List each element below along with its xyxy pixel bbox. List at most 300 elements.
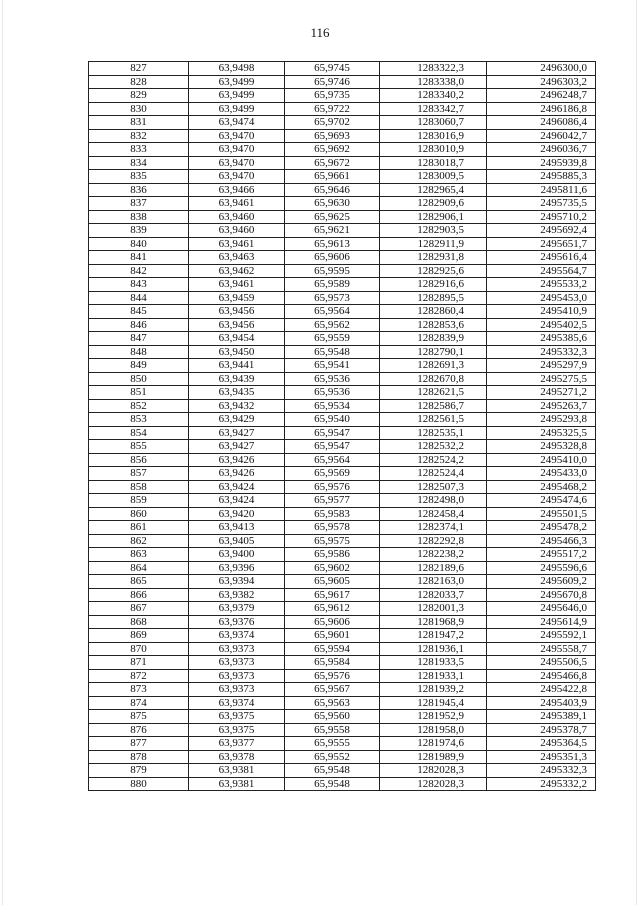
x-coordinate-cell: 1282028,3 (380, 777, 487, 791)
point-number-cell: 840 (89, 237, 189, 251)
point-number-cell: 835 (89, 170, 189, 184)
table-row (89, 102, 596, 116)
table-row (89, 197, 596, 211)
table-row (89, 453, 596, 467)
x-coordinate-cell: 1282839,9 (380, 332, 487, 346)
point-number-cell: 855 (89, 440, 189, 454)
y-coordinate-cell: 2495403,9 (487, 696, 596, 710)
longitude-cell: 65,9563 (285, 696, 380, 710)
point-number-cell: 832 (89, 129, 189, 143)
longitude-cell: 65,9746 (285, 75, 380, 89)
x-coordinate-cell: 1281933,1 (380, 669, 487, 683)
point-number-cell: 836 (89, 183, 189, 197)
latitude-cell: 63,9463 (189, 251, 285, 265)
point-number-cell: 872 (89, 669, 189, 683)
latitude-cell: 63,9381 (189, 764, 285, 778)
longitude-cell: 65,9583 (285, 507, 380, 521)
x-coordinate-cell: 1281958,0 (380, 723, 487, 737)
longitude-cell: 65,9595 (285, 264, 380, 278)
point-number-cell: 829 (89, 89, 189, 103)
longitude-cell: 65,9601 (285, 629, 380, 643)
latitude-cell: 63,9373 (189, 642, 285, 656)
latitude-cell: 63,9394 (189, 575, 285, 589)
latitude-cell: 63,9382 (189, 588, 285, 602)
point-number-cell: 849 (89, 359, 189, 373)
point-number-cell: 841 (89, 251, 189, 265)
y-coordinate-cell: 2496186,8 (487, 102, 596, 116)
x-coordinate-cell: 1283016,9 (380, 129, 487, 143)
latitude-cell: 63,9456 (189, 318, 285, 332)
y-coordinate-cell: 2495410,9 (487, 305, 596, 319)
x-coordinate-cell: 1282498,0 (380, 494, 487, 508)
x-coordinate-cell: 1282001,3 (380, 602, 487, 616)
y-coordinate-cell: 2495710,2 (487, 210, 596, 224)
longitude-cell: 65,9605 (285, 575, 380, 589)
longitude-cell: 65,9559 (285, 332, 380, 346)
longitude-cell: 65,9548 (285, 764, 380, 778)
longitude-cell: 65,9613 (285, 237, 380, 251)
table-row (89, 507, 596, 521)
table-row (89, 750, 596, 764)
table-row (89, 426, 596, 440)
y-coordinate-cell: 2495389,1 (487, 710, 596, 724)
x-coordinate-cell: 1283340,2 (380, 89, 487, 103)
x-coordinate-cell: 1282033,7 (380, 588, 487, 602)
longitude-cell: 65,9555 (285, 737, 380, 751)
point-number-cell: 842 (89, 264, 189, 278)
x-coordinate-cell: 1282965,4 (380, 183, 487, 197)
longitude-cell: 65,9577 (285, 494, 380, 508)
point-number-cell: 843 (89, 278, 189, 292)
longitude-cell: 65,9540 (285, 413, 380, 427)
table-row (89, 764, 596, 778)
y-coordinate-cell: 2495275,5 (487, 372, 596, 386)
y-coordinate-cell: 2495433,0 (487, 467, 596, 481)
y-coordinate-cell: 2495506,5 (487, 656, 596, 670)
x-coordinate-cell: 1282906,1 (380, 210, 487, 224)
longitude-cell: 65,9536 (285, 386, 380, 400)
table-row (89, 278, 596, 292)
table-row (89, 494, 596, 508)
y-coordinate-cell: 2495325,5 (487, 426, 596, 440)
y-coordinate-cell: 2495533,2 (487, 278, 596, 292)
point-number-cell: 851 (89, 386, 189, 400)
x-coordinate-cell: 1282621,5 (380, 386, 487, 400)
longitude-cell: 65,9702 (285, 116, 380, 130)
table-row (89, 696, 596, 710)
x-coordinate-cell: 1282163,0 (380, 575, 487, 589)
latitude-cell: 63,9413 (189, 521, 285, 535)
y-coordinate-cell: 2495811,6 (487, 183, 596, 197)
y-coordinate-cell: 2495402,5 (487, 318, 596, 332)
longitude-cell: 65,9722 (285, 102, 380, 116)
longitude-cell: 65,9661 (285, 170, 380, 184)
x-coordinate-cell: 1282535,1 (380, 426, 487, 440)
latitude-cell: 63,9466 (189, 183, 285, 197)
scan-edge-left (2, 0, 3, 905)
table-row (89, 386, 596, 400)
latitude-cell: 63,9432 (189, 399, 285, 413)
longitude-cell: 65,9548 (285, 345, 380, 359)
x-coordinate-cell: 1283009,5 (380, 170, 487, 184)
table-row (89, 399, 596, 413)
latitude-cell: 63,9373 (189, 656, 285, 670)
latitude-cell: 63,9424 (189, 480, 285, 494)
table-row (89, 615, 596, 629)
table-row (89, 237, 596, 251)
y-coordinate-cell: 2495592,1 (487, 629, 596, 643)
table-row (89, 332, 596, 346)
latitude-cell: 63,9470 (189, 129, 285, 143)
point-number-cell: 877 (89, 737, 189, 751)
longitude-cell: 65,9558 (285, 723, 380, 737)
latitude-cell: 63,9450 (189, 345, 285, 359)
longitude-cell: 65,9534 (285, 399, 380, 413)
x-coordinate-cell: 1282238,2 (380, 548, 487, 562)
latitude-cell: 63,9462 (189, 264, 285, 278)
y-coordinate-cell: 2495478,2 (487, 521, 596, 535)
table-row (89, 710, 596, 724)
longitude-cell: 65,9564 (285, 305, 380, 319)
table-row (89, 264, 596, 278)
latitude-cell: 63,9470 (189, 143, 285, 157)
table-row (89, 723, 596, 737)
x-coordinate-cell: 1283338,0 (380, 75, 487, 89)
x-coordinate-cell: 1281939,2 (380, 683, 487, 697)
x-coordinate-cell: 1283322,3 (380, 62, 487, 76)
point-number-cell: 880 (89, 777, 189, 791)
longitude-cell: 65,9569 (285, 467, 380, 481)
point-number-cell: 834 (89, 156, 189, 170)
latitude-cell: 63,9499 (189, 102, 285, 116)
y-coordinate-cell: 2495378,7 (487, 723, 596, 737)
y-coordinate-cell: 2495332,3 (487, 764, 596, 778)
longitude-cell: 65,9560 (285, 710, 380, 724)
x-coordinate-cell: 1281933,5 (380, 656, 487, 670)
table-row (89, 75, 596, 89)
point-number-cell: 878 (89, 750, 189, 764)
latitude-cell: 63,9376 (189, 615, 285, 629)
table-row (89, 318, 596, 332)
longitude-cell: 65,9602 (285, 561, 380, 575)
latitude-cell: 63,9378 (189, 750, 285, 764)
latitude-cell: 63,9375 (189, 710, 285, 724)
table-row (89, 251, 596, 265)
table-row (89, 183, 596, 197)
x-coordinate-cell: 1282925,6 (380, 264, 487, 278)
y-coordinate-cell: 2495351,3 (487, 750, 596, 764)
latitude-cell: 63,9396 (189, 561, 285, 575)
latitude-cell: 63,9374 (189, 696, 285, 710)
x-coordinate-cell: 1282790,1 (380, 345, 487, 359)
point-number-cell: 833 (89, 143, 189, 157)
x-coordinate-cell: 1281952,9 (380, 710, 487, 724)
table-row (89, 372, 596, 386)
point-number-cell: 876 (89, 723, 189, 737)
y-coordinate-cell: 2495297,9 (487, 359, 596, 373)
y-coordinate-cell: 2495596,6 (487, 561, 596, 575)
point-number-cell: 865 (89, 575, 189, 589)
latitude-cell: 63,9373 (189, 669, 285, 683)
longitude-cell: 65,9586 (285, 548, 380, 562)
latitude-cell: 63,9460 (189, 210, 285, 224)
y-coordinate-cell: 2495263,7 (487, 399, 596, 413)
latitude-cell: 63,9424 (189, 494, 285, 508)
longitude-cell: 65,9575 (285, 534, 380, 548)
table-row (89, 629, 596, 643)
point-number-cell: 860 (89, 507, 189, 521)
point-number-cell: 850 (89, 372, 189, 386)
table-row (89, 642, 596, 656)
latitude-cell: 63,9426 (189, 453, 285, 467)
latitude-cell: 63,9470 (189, 156, 285, 170)
longitude-cell: 65,9548 (285, 777, 380, 791)
latitude-cell: 63,9474 (189, 116, 285, 130)
y-coordinate-cell: 2495614,9 (487, 615, 596, 629)
point-number-cell: 869 (89, 629, 189, 643)
y-coordinate-cell: 2495410,0 (487, 453, 596, 467)
y-coordinate-cell: 2495468,2 (487, 480, 596, 494)
y-coordinate-cell: 2495271,2 (487, 386, 596, 400)
x-coordinate-cell: 1282903,5 (380, 224, 487, 238)
x-coordinate-cell: 1282670,8 (380, 372, 487, 386)
x-coordinate-cell: 1282524,2 (380, 453, 487, 467)
table-row (89, 669, 596, 683)
latitude-cell: 63,9381 (189, 777, 285, 791)
point-number-cell: 847 (89, 332, 189, 346)
table-row (89, 683, 596, 697)
x-coordinate-cell: 1281947,2 (380, 629, 487, 643)
y-coordinate-cell: 2495939,8 (487, 156, 596, 170)
table-row (89, 480, 596, 494)
table-row (89, 116, 596, 130)
point-number-cell: 848 (89, 345, 189, 359)
x-coordinate-cell: 1283060,7 (380, 116, 487, 130)
longitude-cell: 65,9564 (285, 453, 380, 467)
latitude-cell: 63,9379 (189, 602, 285, 616)
point-number-cell: 875 (89, 710, 189, 724)
latitude-cell: 63,9427 (189, 426, 285, 440)
point-number-cell: 868 (89, 615, 189, 629)
y-coordinate-cell: 2495670,8 (487, 588, 596, 602)
latitude-cell: 63,9461 (189, 278, 285, 292)
point-number-cell: 866 (89, 588, 189, 602)
longitude-cell: 65,9672 (285, 156, 380, 170)
longitude-cell: 65,9578 (285, 521, 380, 535)
x-coordinate-cell: 1282292,8 (380, 534, 487, 548)
point-number-cell: 837 (89, 197, 189, 211)
longitude-cell: 65,9606 (285, 251, 380, 265)
point-number-cell: 867 (89, 602, 189, 616)
y-coordinate-cell: 2495385,6 (487, 332, 596, 346)
point-number-cell: 839 (89, 224, 189, 238)
table-row (89, 305, 596, 319)
longitude-cell: 65,9745 (285, 62, 380, 76)
x-coordinate-cell: 1282028,3 (380, 764, 487, 778)
point-number-cell: 871 (89, 656, 189, 670)
latitude-cell: 63,9454 (189, 332, 285, 346)
y-coordinate-cell: 2495517,2 (487, 548, 596, 562)
x-coordinate-cell: 1282916,6 (380, 278, 487, 292)
table-row (89, 345, 596, 359)
point-number-cell: 853 (89, 413, 189, 427)
point-number-cell: 863 (89, 548, 189, 562)
longitude-cell: 65,9576 (285, 669, 380, 683)
longitude-cell: 65,9536 (285, 372, 380, 386)
latitude-cell: 63,9429 (189, 413, 285, 427)
y-coordinate-cell: 2495453,0 (487, 291, 596, 305)
latitude-cell: 63,9499 (189, 75, 285, 89)
latitude-cell: 63,9377 (189, 737, 285, 751)
x-coordinate-cell: 1282561,5 (380, 413, 487, 427)
point-number-cell: 857 (89, 467, 189, 481)
x-coordinate-cell: 1282532,2 (380, 440, 487, 454)
longitude-cell: 65,9735 (285, 89, 380, 103)
table-row (89, 170, 596, 184)
latitude-cell: 63,9460 (189, 224, 285, 238)
latitude-cell: 63,9420 (189, 507, 285, 521)
point-number-cell: 862 (89, 534, 189, 548)
table-row (89, 210, 596, 224)
y-coordinate-cell: 2495616,4 (487, 251, 596, 265)
latitude-cell: 63,9456 (189, 305, 285, 319)
longitude-cell: 65,9567 (285, 683, 380, 697)
longitude-cell: 65,9584 (285, 656, 380, 670)
x-coordinate-cell: 1283342,7 (380, 102, 487, 116)
point-number-cell: 852 (89, 399, 189, 413)
x-coordinate-cell: 1283018,7 (380, 156, 487, 170)
x-coordinate-cell: 1282860,4 (380, 305, 487, 319)
point-number-cell: 846 (89, 318, 189, 332)
table-row (89, 89, 596, 103)
y-coordinate-cell: 2496303,2 (487, 75, 596, 89)
coordinates-table (88, 61, 596, 791)
point-number-cell: 873 (89, 683, 189, 697)
x-coordinate-cell: 1282691,3 (380, 359, 487, 373)
latitude-cell: 63,9470 (189, 170, 285, 184)
y-coordinate-cell: 2495501,5 (487, 507, 596, 521)
point-number-cell: 858 (89, 480, 189, 494)
y-coordinate-cell: 2495558,7 (487, 642, 596, 656)
x-coordinate-cell: 1282507,3 (380, 480, 487, 494)
point-number-cell: 854 (89, 426, 189, 440)
longitude-cell: 65,9541 (285, 359, 380, 373)
point-number-cell: 830 (89, 102, 189, 116)
table-row (89, 291, 596, 305)
table-row (89, 534, 596, 548)
y-coordinate-cell: 2495293,8 (487, 413, 596, 427)
point-number-cell: 828 (89, 75, 189, 89)
table-row (89, 467, 596, 481)
x-coordinate-cell: 1282524,4 (380, 467, 487, 481)
latitude-cell: 63,9439 (189, 372, 285, 386)
y-coordinate-cell: 2495885,3 (487, 170, 596, 184)
latitude-cell: 63,9374 (189, 629, 285, 643)
point-number-cell: 874 (89, 696, 189, 710)
latitude-cell: 63,9427 (189, 440, 285, 454)
longitude-cell: 65,9562 (285, 318, 380, 332)
y-coordinate-cell: 2495609,2 (487, 575, 596, 589)
point-number-cell: 861 (89, 521, 189, 535)
table-row (89, 156, 596, 170)
y-coordinate-cell: 2496036,7 (487, 143, 596, 157)
longitude-cell: 65,9547 (285, 426, 380, 440)
latitude-cell: 63,9499 (189, 89, 285, 103)
y-coordinate-cell: 2496248,7 (487, 89, 596, 103)
longitude-cell: 65,9646 (285, 183, 380, 197)
point-number-cell: 870 (89, 642, 189, 656)
table-row (89, 737, 596, 751)
table-row (89, 777, 596, 791)
longitude-cell: 65,9625 (285, 210, 380, 224)
longitude-cell: 65,9589 (285, 278, 380, 292)
longitude-cell: 65,9612 (285, 602, 380, 616)
y-coordinate-cell: 2495466,3 (487, 534, 596, 548)
scan-edge-right (636, 0, 637, 905)
table-row (89, 129, 596, 143)
longitude-cell: 65,9552 (285, 750, 380, 764)
x-coordinate-cell: 1282853,6 (380, 318, 487, 332)
table-row (89, 656, 596, 670)
table-row (89, 62, 596, 76)
longitude-cell: 65,9606 (285, 615, 380, 629)
point-number-cell: 845 (89, 305, 189, 319)
x-coordinate-cell: 1282374,1 (380, 521, 487, 535)
table-row (89, 561, 596, 575)
latitude-cell: 63,9375 (189, 723, 285, 737)
y-coordinate-cell: 2495466,8 (487, 669, 596, 683)
table-row (89, 588, 596, 602)
x-coordinate-cell: 1282458,4 (380, 507, 487, 521)
y-coordinate-cell: 2495474,6 (487, 494, 596, 508)
table-row (89, 521, 596, 535)
longitude-cell: 65,9547 (285, 440, 380, 454)
table-row (89, 359, 596, 373)
latitude-cell: 63,9400 (189, 548, 285, 562)
latitude-cell: 63,9435 (189, 386, 285, 400)
longitude-cell: 65,9693 (285, 129, 380, 143)
y-coordinate-cell: 2496042,7 (487, 129, 596, 143)
x-coordinate-cell: 1281974,6 (380, 737, 487, 751)
coordinates-table-body (89, 62, 596, 791)
y-coordinate-cell: 2495646,0 (487, 602, 596, 616)
latitude-cell: 63,9426 (189, 467, 285, 481)
point-number-cell: 856 (89, 453, 189, 467)
table-row (89, 143, 596, 157)
latitude-cell: 63,9461 (189, 237, 285, 251)
longitude-cell: 65,9617 (285, 588, 380, 602)
latitude-cell: 63,9498 (189, 62, 285, 76)
y-coordinate-cell: 2495564,7 (487, 264, 596, 278)
latitude-cell: 63,9461 (189, 197, 285, 211)
longitude-cell: 65,9630 (285, 197, 380, 211)
y-coordinate-cell: 2495332,2 (487, 777, 596, 791)
x-coordinate-cell: 1282895,5 (380, 291, 487, 305)
table-row (89, 602, 596, 616)
longitude-cell: 65,9621 (285, 224, 380, 238)
table-row (89, 575, 596, 589)
longitude-cell: 65,9594 (285, 642, 380, 656)
longitude-cell: 65,9576 (285, 480, 380, 494)
table-row (89, 224, 596, 238)
point-number-cell: 844 (89, 291, 189, 305)
x-coordinate-cell: 1282909,6 (380, 197, 487, 211)
y-coordinate-cell: 2495692,4 (487, 224, 596, 238)
y-coordinate-cell: 2495328,8 (487, 440, 596, 454)
latitude-cell: 63,9459 (189, 291, 285, 305)
y-coordinate-cell: 2496300,0 (487, 62, 596, 76)
x-coordinate-cell: 1282586,7 (380, 399, 487, 413)
